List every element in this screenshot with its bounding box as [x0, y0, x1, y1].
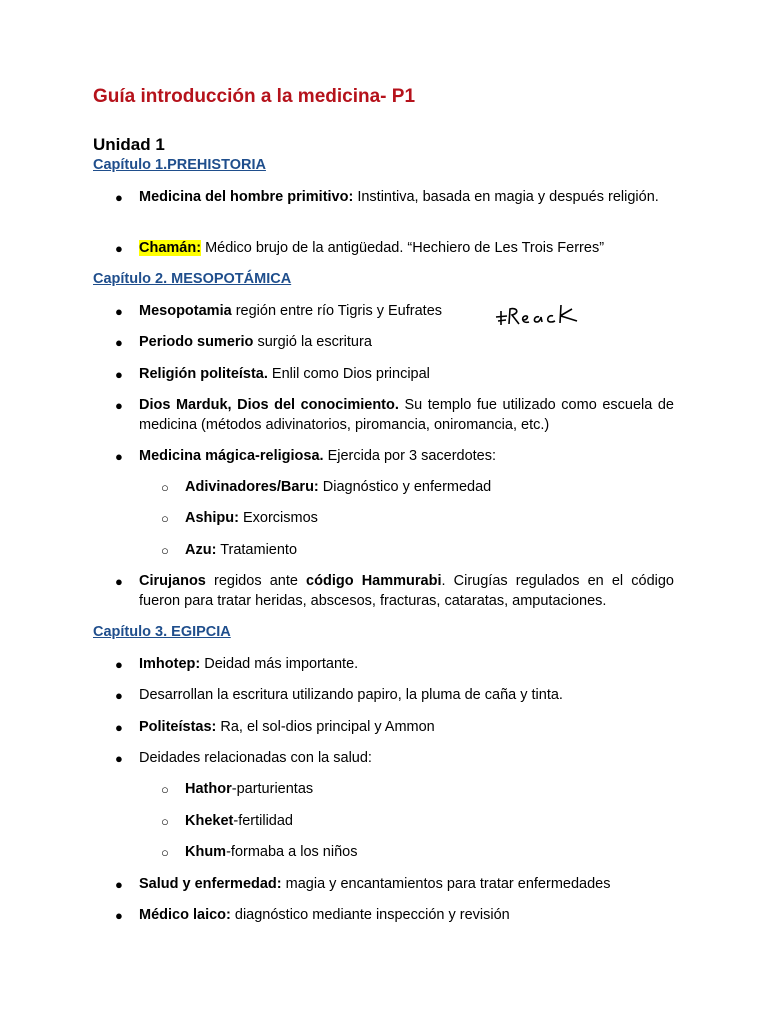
- item-term: Medicina mágica-religiosa.: [139, 448, 324, 464]
- bullet-icon: ●: [115, 751, 123, 766]
- item-text: -fertilidad: [233, 813, 293, 829]
- item-term: Adivinadores/Baru:: [185, 479, 319, 495]
- bullet-icon: ●: [115, 398, 123, 413]
- bullet-icon: ●: [115, 720, 123, 735]
- sub-list-item: [161, 780, 314, 800]
- list-item: [115, 447, 497, 467]
- list-item: [115, 572, 674, 611]
- item-text: región entre río Tigris y Eufrates: [231, 303, 443, 319]
- item-text: Tratamiento: [216, 542, 298, 558]
- item-text: Desarrollan la escritura utilizando papiro, la pluma de caña y tinta.: [139, 687, 563, 703]
- hollow-bullet-icon: ○: [161, 782, 169, 797]
- hollow-bullet-icon: ○: [161, 543, 169, 558]
- bullet-icon: ●: [115, 574, 123, 589]
- item-term: Medicina del hombre primitivo:: [139, 189, 354, 205]
- item-term: Religión politeísta.: [139, 366, 268, 382]
- bullet-icon: ●: [115, 908, 123, 923]
- item-term: Salud y enfermedad:: [139, 876, 282, 892]
- item-text: -formaba a los niños: [226, 844, 358, 860]
- bullet-icon: ●: [115, 335, 123, 350]
- item-term: Politeístas:: [139, 719, 217, 735]
- item-term: código Hammurabi: [306, 573, 442, 589]
- item-text: Enlil como Dios principal: [267, 366, 430, 382]
- item-term: Dios Marduk, Dios del conocimiento.: [139, 397, 399, 413]
- item-term: Periodo sumerio: [139, 334, 254, 350]
- unit-heading: Unidad 1: [93, 135, 165, 154]
- bullet-icon: ●: [115, 449, 123, 464]
- bullet-icon: ●: [115, 190, 123, 205]
- list-item: [115, 333, 372, 353]
- sub-list-item: [161, 541, 298, 561]
- item-text: magia y encantamientos para tratar enfermedades: [281, 876, 611, 892]
- bullet-icon: ●: [115, 877, 123, 892]
- sub-list-item: [161, 509, 318, 529]
- sub-list-item: [161, 843, 358, 863]
- item-term: Khum: [185, 844, 227, 860]
- hollow-bullet-icon: ○: [161, 845, 169, 860]
- document-title: Guía introducción a la medicina- P1: [93, 86, 416, 107]
- bullet-icon: ●: [115, 367, 123, 382]
- item-text: Ejercida por 3 sacerdotes:: [323, 448, 497, 464]
- item-term: Kheket: [185, 813, 234, 829]
- bullet-icon: ●: [115, 304, 123, 319]
- bullet-icon: ●: [115, 241, 123, 256]
- highlighted-term: Chamán:: [139, 240, 202, 256]
- list-item: [115, 239, 605, 259]
- list-item: [115, 365, 430, 385]
- list-item: [115, 875, 611, 895]
- item-text: Médico brujo de la antigüedad. “Hechiero de Les Trois Ferres”: [201, 240, 605, 256]
- list-item: [115, 749, 372, 769]
- bullet-icon: ●: [115, 657, 123, 672]
- hollow-bullet-icon: ○: [161, 480, 169, 495]
- item-text: Deidad más importante.: [200, 656, 359, 672]
- item-text: . Cirugías regulados en el código fueron para tratar heridas, abscesos, fracturas, cataratas, amputaciones.: [139, 573, 674, 609]
- handwritten-annotation: [495, 301, 579, 327]
- item-text: Ra, el sol-dios principal y Ammon: [216, 719, 435, 735]
- item-term: Imhotep:: [139, 656, 201, 672]
- list-item: [115, 396, 674, 435]
- item-text: Su templo fue utilizado como escuela de medicina (métodos adivinatorios, piromancia, oniromancia, etc.): [139, 397, 674, 433]
- item-text: Diagnóstico y enfermedad: [318, 479, 492, 495]
- list-item: [115, 655, 359, 675]
- hollow-bullet-icon: ○: [161, 814, 169, 829]
- list-item: [115, 906, 510, 926]
- list-item: [115, 188, 674, 208]
- item-term: Médico laico:: [139, 907, 231, 923]
- item-term: Ashipu:: [185, 510, 239, 526]
- list-item: [115, 686, 563, 706]
- item-text: regidos ante: [205, 573, 307, 589]
- chapter-3-heading: Capítulo 3. EGIPCIA: [93, 624, 231, 640]
- chapter-1-heading: Capítulo 1.PREHISTORIA: [93, 157, 266, 173]
- list-item: [115, 718, 435, 738]
- hollow-bullet-icon: ○: [161, 511, 169, 526]
- item-text: surgió la escritura: [253, 334, 372, 350]
- item-text: Exorcismos: [238, 510, 318, 526]
- item-text: Instintiva, basada en magia y después religión.: [353, 189, 659, 205]
- item-term: Cirujanos: [139, 573, 206, 589]
- item-text: -parturientas: [231, 781, 314, 797]
- item-text: diagnóstico mediante inspección y revisión: [230, 907, 510, 923]
- chapter-2-heading: Capítulo 2. MESOPOTÁMICA: [93, 271, 292, 287]
- list-item: [115, 302, 443, 322]
- sub-list-item: [161, 478, 492, 498]
- sub-list-item: [161, 812, 293, 832]
- bullet-icon: ●: [115, 688, 123, 703]
- item-term: Azu:: [185, 542, 217, 558]
- item-term: Mesopotamia: [139, 303, 232, 319]
- item-term: Hathor: [185, 781, 232, 797]
- item-text: Deidades relacionadas con la salud:: [139, 750, 372, 766]
